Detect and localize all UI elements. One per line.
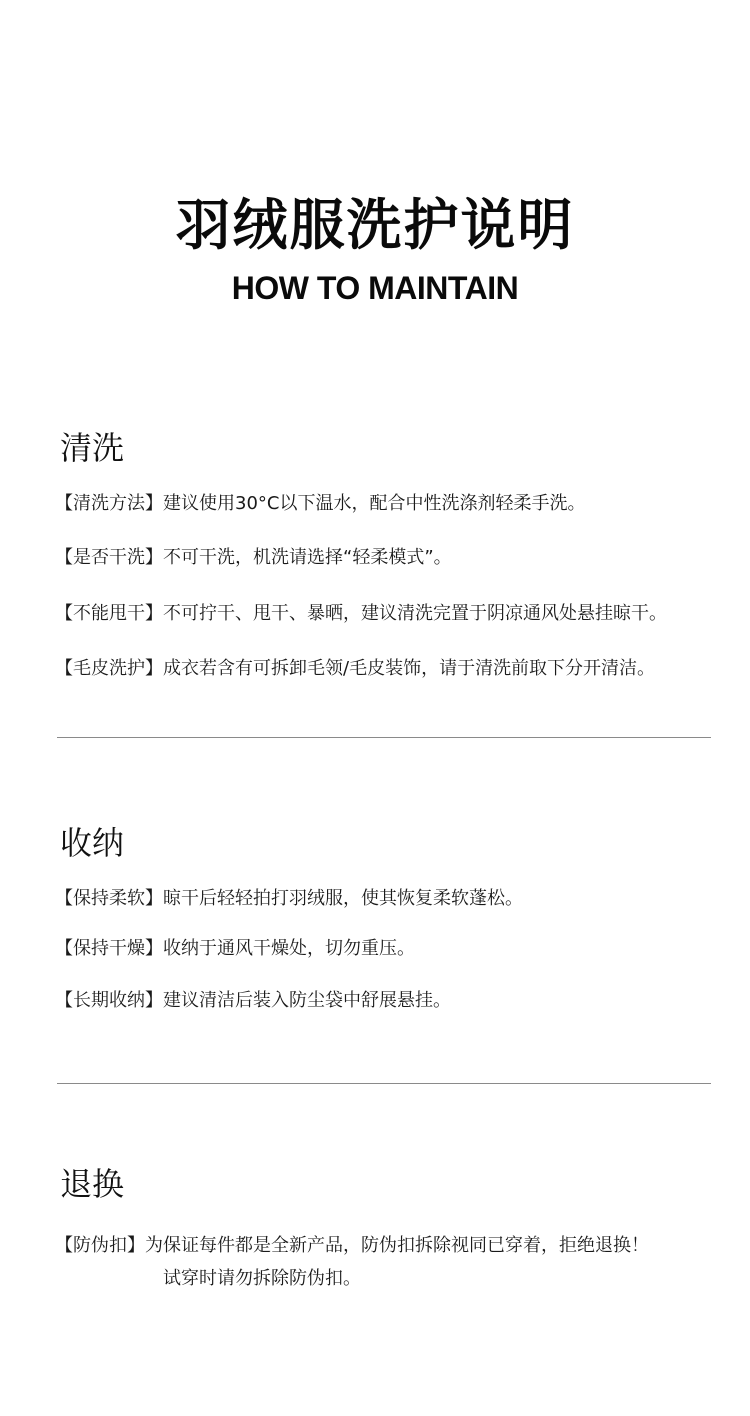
care-item-tag: 【保持柔软】 xyxy=(55,888,163,909)
care-item-text: 不可干洗，机洗请选择“轻柔模式”。 xyxy=(163,547,452,568)
care-item-dry-clean xyxy=(55,546,452,570)
page-title-en: HOW TO MAINTAIN xyxy=(231,270,519,306)
care-item-continuation: 试穿时请勿拆除防伪扣。 xyxy=(163,1268,361,1289)
care-item-wash-method xyxy=(55,492,585,516)
care-item-keep-soft xyxy=(55,887,523,911)
care-item-text: 建议使用30°C以下温水，配合中性洗涤剂轻柔手洗。 xyxy=(163,493,586,514)
care-item-long-storage xyxy=(55,989,451,1013)
section-divider xyxy=(57,1083,711,1084)
care-item-tag: 【是否干洗】 xyxy=(55,547,163,568)
care-item-text: 建议清洁后装入防尘袋中舒展悬挂。 xyxy=(163,990,451,1011)
care-item-tag: 【防伪扣】 xyxy=(55,1235,145,1256)
care-item-no-spin xyxy=(55,602,667,626)
care-item-text: 不可拧干、甩干、暴晒，建议清洗完置于阴凉通风处悬挂晾干。 xyxy=(163,603,667,624)
care-item-tag: 【清洗方法】 xyxy=(55,493,163,514)
section-heading-returns: 退换 xyxy=(60,1165,125,1203)
care-item-keep-dry xyxy=(55,937,415,961)
care-item-tag: 【长期收纳】 xyxy=(55,990,163,1011)
section-divider xyxy=(57,737,711,738)
page-title-zh: 羽绒服洗护说明 xyxy=(175,193,575,257)
section-heading-washing: 清洗 xyxy=(60,429,125,467)
care-item-tag: 【保持干燥】 xyxy=(55,938,163,959)
care-item-tag: 【毛皮洗护】 xyxy=(55,658,163,679)
care-item-fur-care xyxy=(55,657,655,681)
care-item-text: 晾干后轻轻拍打羽绒服，使其恢复柔软蓬松。 xyxy=(163,888,523,909)
care-item-text: 收纳于通风干燥处，切勿重压。 xyxy=(163,938,415,959)
care-item-anti-counterfeit xyxy=(55,1234,649,1291)
care-item-text: 成衣若含有可拆卸毛领/毛皮装饰，请于清洗前取下分开清洁。 xyxy=(163,658,656,679)
section-heading-storage: 收纳 xyxy=(60,824,125,862)
care-item-tag: 【不能甩干】 xyxy=(55,603,163,624)
care-item-text: 为保证每件都是全新产品，防伪扣拆除视同已穿着，拒绝退换！ xyxy=(145,1235,649,1256)
